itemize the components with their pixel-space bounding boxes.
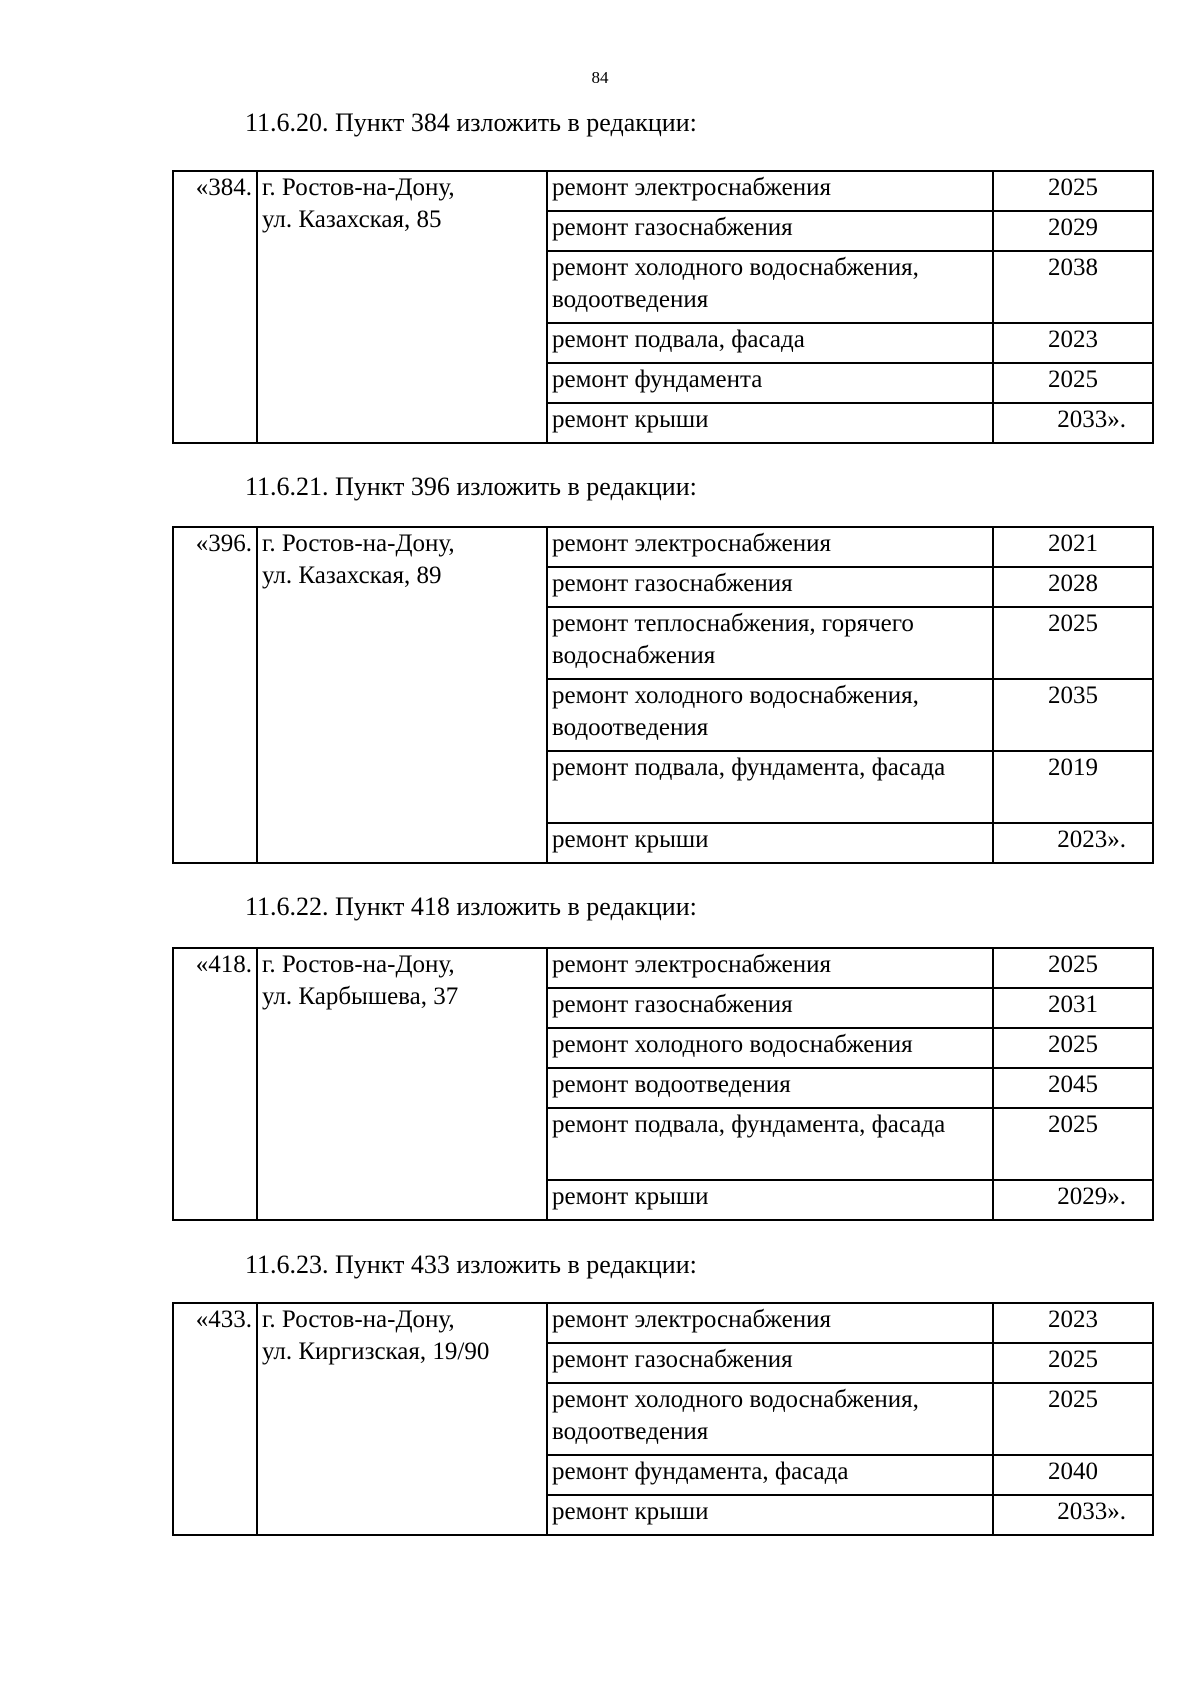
item-number: «384. bbox=[173, 171, 257, 443]
work-type-cell: ремонт газоснабжения bbox=[547, 988, 993, 1028]
year-cell: 2023 bbox=[993, 1303, 1153, 1343]
work-type-cell: ремонт крыши bbox=[547, 1180, 993, 1220]
item-number: «433. bbox=[173, 1303, 257, 1535]
work-type-cell: ремонт подвала, фундамента, фасада bbox=[547, 1108, 993, 1180]
address-line: ул. Киргизская, 19/90 bbox=[262, 1338, 490, 1365]
address-line: г. Ростов-на-Дону, bbox=[262, 951, 455, 978]
address-cell bbox=[257, 527, 547, 863]
work-type-cell: ремонт фундамента bbox=[547, 363, 993, 403]
work-type-cell: ремонт холодного водоснабжения, водоотведения bbox=[547, 251, 993, 323]
year-cell: 2038 bbox=[993, 251, 1153, 323]
address-cell bbox=[257, 948, 547, 1220]
work-type-cell: ремонт газоснабжения bbox=[547, 567, 993, 607]
year-cell: 2023 bbox=[993, 323, 1153, 363]
table-row bbox=[173, 948, 1153, 988]
work-type-cell: ремонт газоснабжения bbox=[547, 1343, 993, 1383]
work-type-cell: ремонт холодного водоснабжения bbox=[547, 1028, 993, 1068]
year-cell: 2019 bbox=[993, 751, 1153, 823]
amendment-table bbox=[172, 526, 1154, 864]
work-type-cell: ремонт подвала, фасада bbox=[547, 323, 993, 363]
year-cell: 2025 bbox=[993, 607, 1153, 679]
address-cell bbox=[257, 171, 547, 443]
year-cell: 2028 bbox=[993, 567, 1153, 607]
section-heading: 11.6.23. Пункт 433 изложить в редакции: bbox=[245, 1250, 697, 1279]
work-type-cell: ремонт электроснабжения bbox=[547, 171, 993, 211]
table-row bbox=[173, 1303, 1153, 1343]
work-type-cell: ремонт водоотведения bbox=[547, 1068, 993, 1108]
year-cell: 2025 bbox=[993, 171, 1153, 211]
work-type-cell: ремонт теплоснабжения, горячего водоснабжения bbox=[547, 607, 993, 679]
item-number: «396. bbox=[173, 527, 257, 863]
item-number: «418. bbox=[173, 948, 257, 1220]
year-cell: 2021 bbox=[993, 527, 1153, 567]
amendment-table bbox=[172, 947, 1154, 1221]
section-heading: 11.6.20. Пункт 384 изложить в редакции: bbox=[245, 108, 697, 137]
year-cell: 2040 bbox=[993, 1455, 1153, 1495]
address-line: ул. Карбышева, 37 bbox=[262, 983, 459, 1010]
page-number: 84 bbox=[591, 68, 609, 87]
year-cell: 2029». bbox=[993, 1180, 1153, 1220]
address-cell bbox=[257, 1303, 547, 1535]
year-cell: 2029 bbox=[993, 211, 1153, 251]
address-line: г. Ростов-на-Дону, bbox=[262, 530, 455, 557]
year-cell: 2025 bbox=[993, 948, 1153, 988]
year-cell: 2025 bbox=[993, 1028, 1153, 1068]
work-type-cell: ремонт крыши bbox=[547, 823, 993, 863]
work-type-cell: ремонт фундамента, фасада bbox=[547, 1455, 993, 1495]
year-cell: 2045 bbox=[993, 1068, 1153, 1108]
amendment-table bbox=[172, 170, 1154, 444]
address-line: ул. Казахская, 89 bbox=[262, 562, 442, 589]
work-type-cell: ремонт электроснабжения bbox=[547, 527, 993, 567]
year-cell: 2025 bbox=[993, 1108, 1153, 1180]
year-cell: 2033». bbox=[993, 1495, 1153, 1535]
work-type-cell: ремонт электроснабжения bbox=[547, 948, 993, 988]
year-cell: 2031 bbox=[993, 988, 1153, 1028]
year-cell: 2025 bbox=[993, 363, 1153, 403]
section-heading: 11.6.21. Пункт 396 изложить в редакции: bbox=[245, 472, 697, 501]
work-type-cell: ремонт холодного водоснабжения, водоотведения bbox=[547, 679, 993, 751]
work-type-cell: ремонт газоснабжения bbox=[547, 211, 993, 251]
year-cell: 2033». bbox=[993, 403, 1153, 443]
address-line: г. Ростов-на-Дону, bbox=[262, 174, 455, 201]
section-heading: 11.6.22. Пункт 418 изложить в редакции: bbox=[245, 892, 697, 921]
amendment-table bbox=[172, 1302, 1154, 1536]
address-line: г. Ростов-на-Дону, bbox=[262, 1306, 455, 1333]
year-cell: 2025 bbox=[993, 1383, 1153, 1455]
work-type-cell: ремонт крыши bbox=[547, 403, 993, 443]
year-cell: 2025 bbox=[993, 1343, 1153, 1383]
year-cell: 2035 bbox=[993, 679, 1153, 751]
address-line: ул. Казахская, 85 bbox=[262, 206, 442, 233]
work-type-cell: ремонт электроснабжения bbox=[547, 1303, 993, 1343]
work-type-cell: ремонт крыши bbox=[547, 1495, 993, 1535]
work-type-cell: ремонт подвала, фундамента, фасада bbox=[547, 751, 993, 823]
work-type-cell: ремонт холодного водоснабжения, водоотведения bbox=[547, 1383, 993, 1455]
year-cell: 2023». bbox=[993, 823, 1153, 863]
table-row bbox=[173, 171, 1153, 211]
table-row bbox=[173, 527, 1153, 567]
